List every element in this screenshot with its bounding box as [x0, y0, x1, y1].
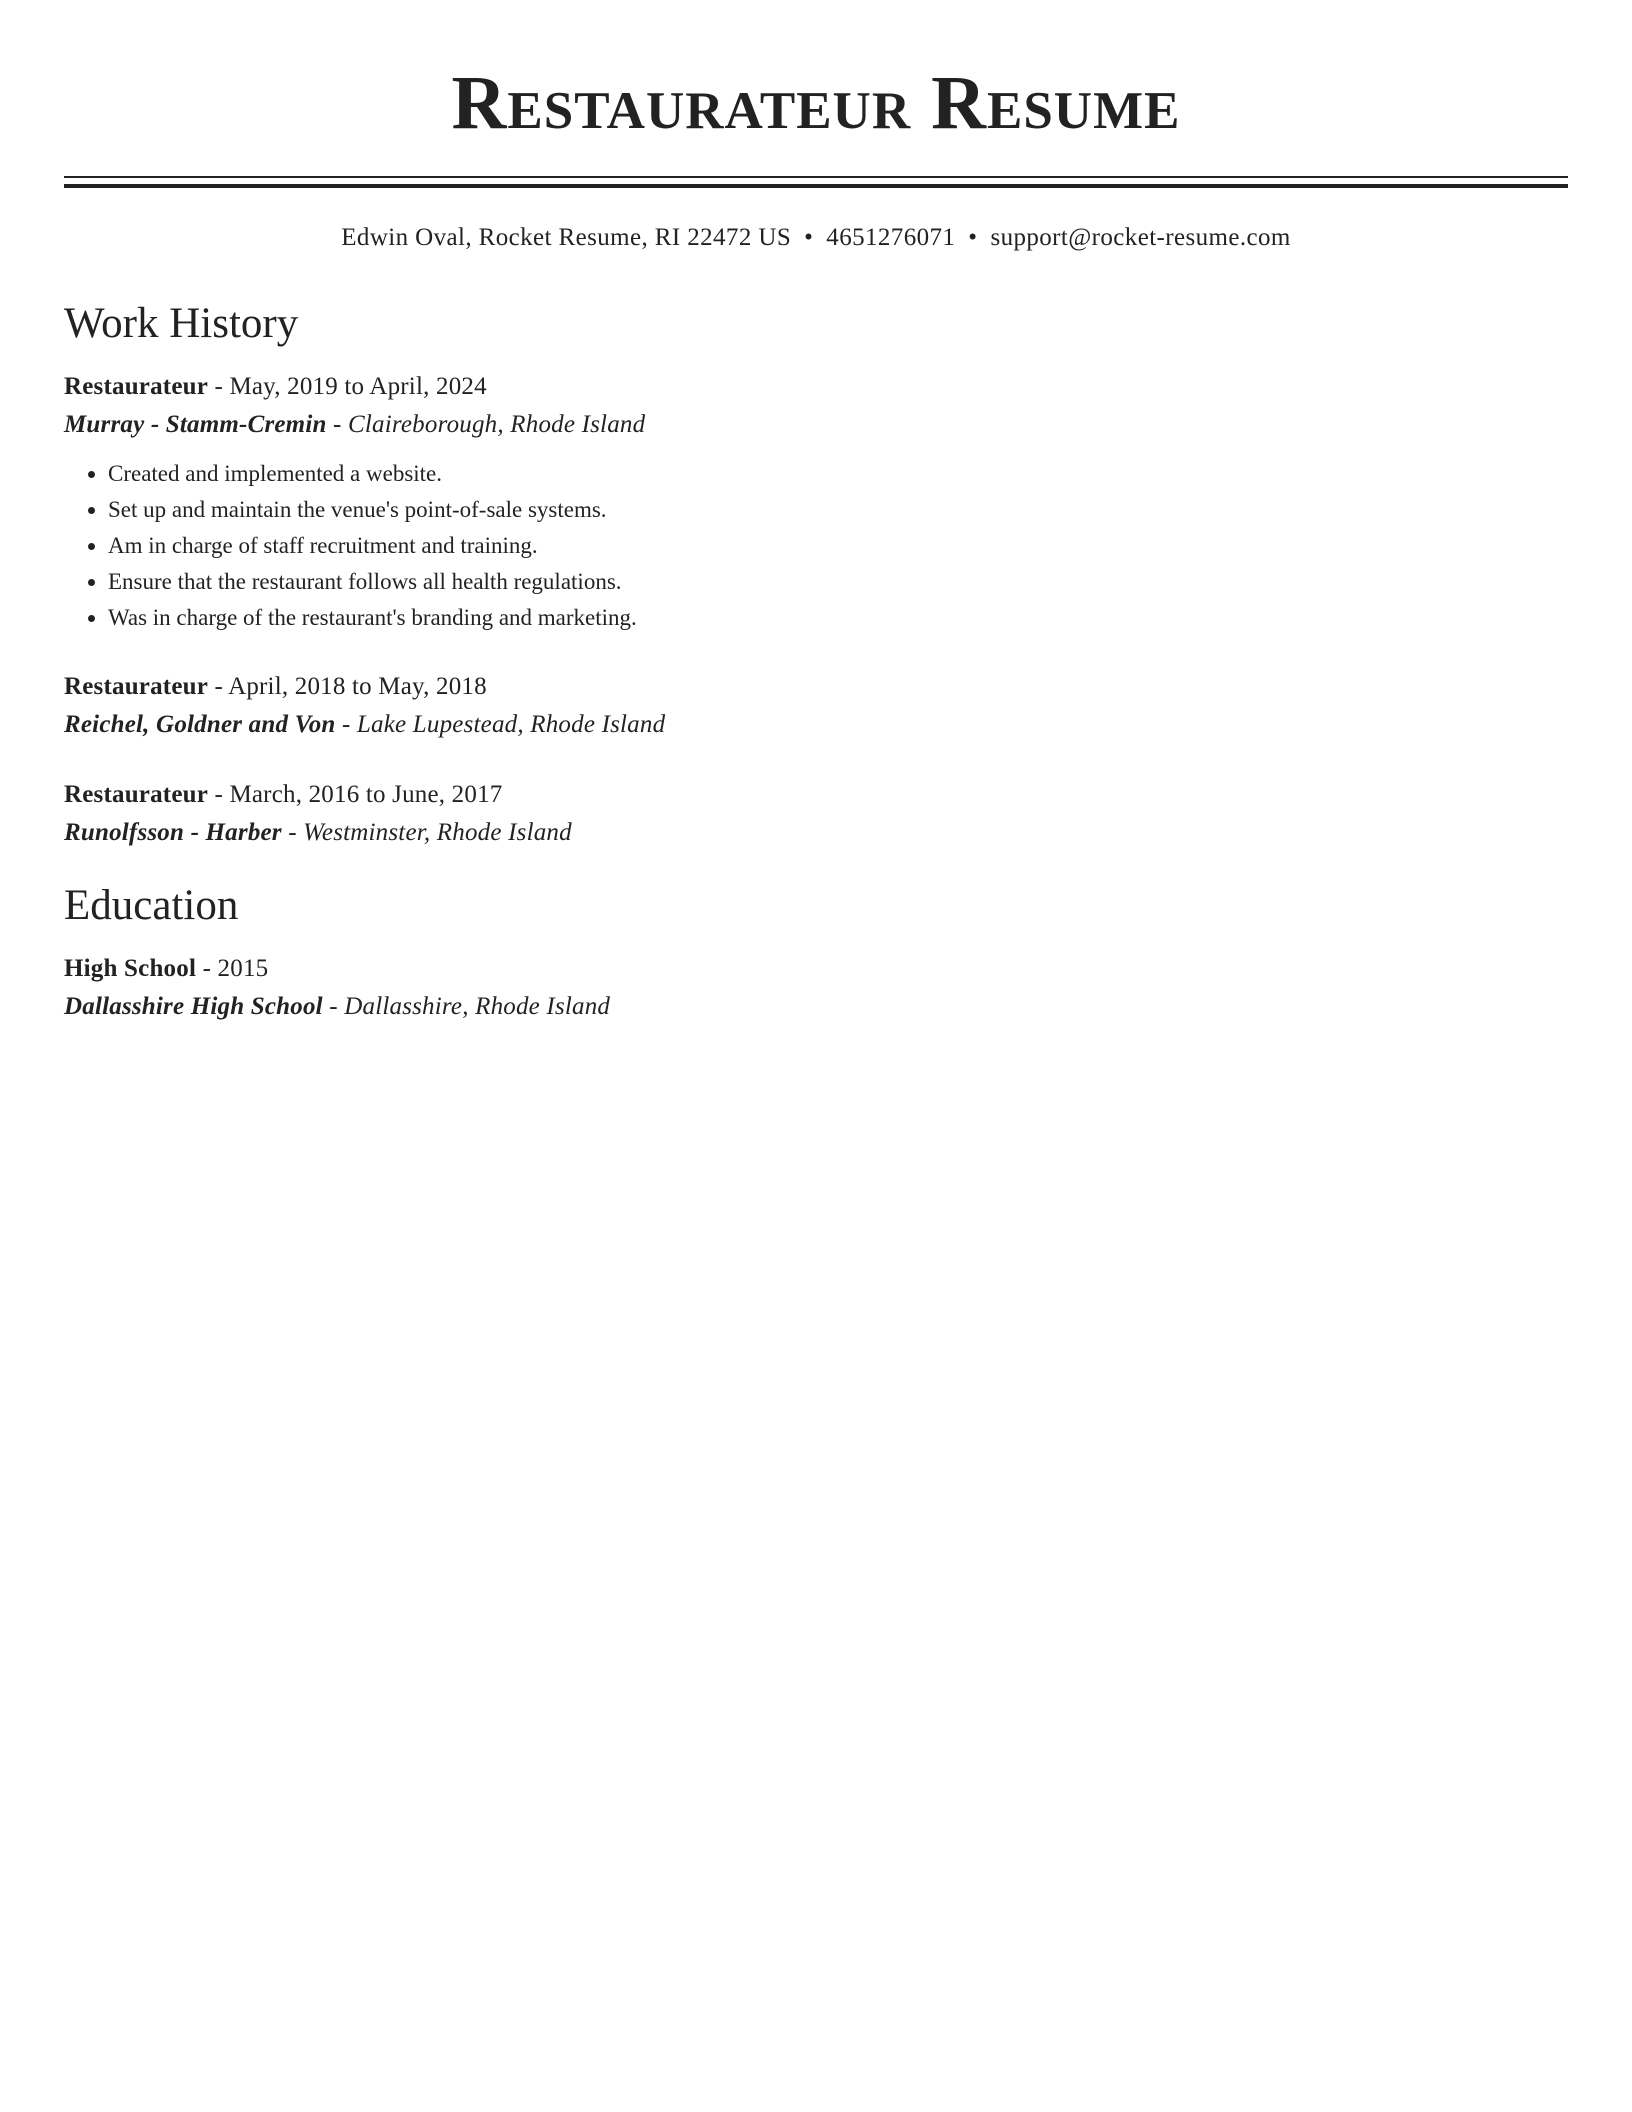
education-degree: High School	[64, 955, 197, 982]
contact-line	[64, 222, 1568, 254]
job-duty-item: • Set up and maintain the venue's point-of-sale systems.	[108, 492, 1568, 528]
job-title-line	[64, 368, 1568, 406]
job-company-line	[64, 706, 1568, 744]
job-role: Restaurateur	[64, 673, 209, 700]
job-company: Murray - Stamm-Cremin	[64, 411, 327, 438]
education-school-line	[64, 988, 1568, 1026]
job-location: - Claireborough, Rhode Island	[333, 411, 646, 438]
education-school: Dallasshire High School	[64, 993, 323, 1020]
contact-phone: 4651276071	[826, 224, 956, 251]
job-location: - Westminster, Rhode Island	[288, 819, 572, 846]
job-duties-list	[64, 456, 1568, 636]
contact-address: Edwin Oval, Rocket Resume, RI 22472 US	[341, 224, 792, 251]
job-entry	[64, 368, 1568, 636]
job-duty-item: • Created and implemented a website.	[108, 456, 1568, 492]
work-history-section	[64, 298, 1568, 852]
job-role: Restaurateur	[64, 373, 209, 400]
job-duty-item: • Am in charge of staff recruitment and training.	[108, 528, 1568, 564]
contact-email: support@rocket-resume.com	[990, 224, 1291, 251]
job-title-line	[64, 668, 1568, 706]
education-location: - Dallasshire, Rhode Island	[329, 993, 611, 1020]
job-company: Reichel, Goldner and Von	[64, 711, 336, 738]
title-divider-thick	[64, 184, 1568, 188]
job-duty-item: • Was in charge of the restaurant's branding and marketing.	[108, 600, 1568, 636]
job-company-line	[64, 814, 1568, 852]
job-entry	[64, 668, 1568, 744]
job-dates: - April, 2018 to May, 2018	[214, 673, 487, 700]
job-duty-item: • Ensure that the restaurant follows all health regulations.	[108, 564, 1568, 600]
education-heading: Education	[64, 882, 239, 929]
contact-separator: •	[968, 224, 978, 251]
job-entry	[64, 776, 1568, 852]
education-section	[64, 880, 1568, 1026]
contact-separator: •	[804, 224, 814, 251]
work-history-heading: Work History	[64, 300, 299, 347]
job-location: - Lake Lupestead, Rhode Island	[341, 711, 666, 738]
job-dates: - March, 2016 to June, 2017	[214, 781, 503, 808]
job-company: Runolfsson - Harber	[64, 819, 282, 846]
resume-title: Restaurateur Resume	[451, 61, 1181, 145]
education-degree-line	[64, 950, 1568, 988]
job-dates: - May, 2019 to April, 2024	[214, 373, 487, 400]
job-role: Restaurateur	[64, 781, 209, 808]
education-year: - 2015	[202, 955, 269, 982]
job-company-line	[64, 406, 1568, 444]
title-divider-thin	[64, 176, 1568, 178]
education-entry	[64, 950, 1568, 1026]
job-title-line	[64, 776, 1568, 814]
